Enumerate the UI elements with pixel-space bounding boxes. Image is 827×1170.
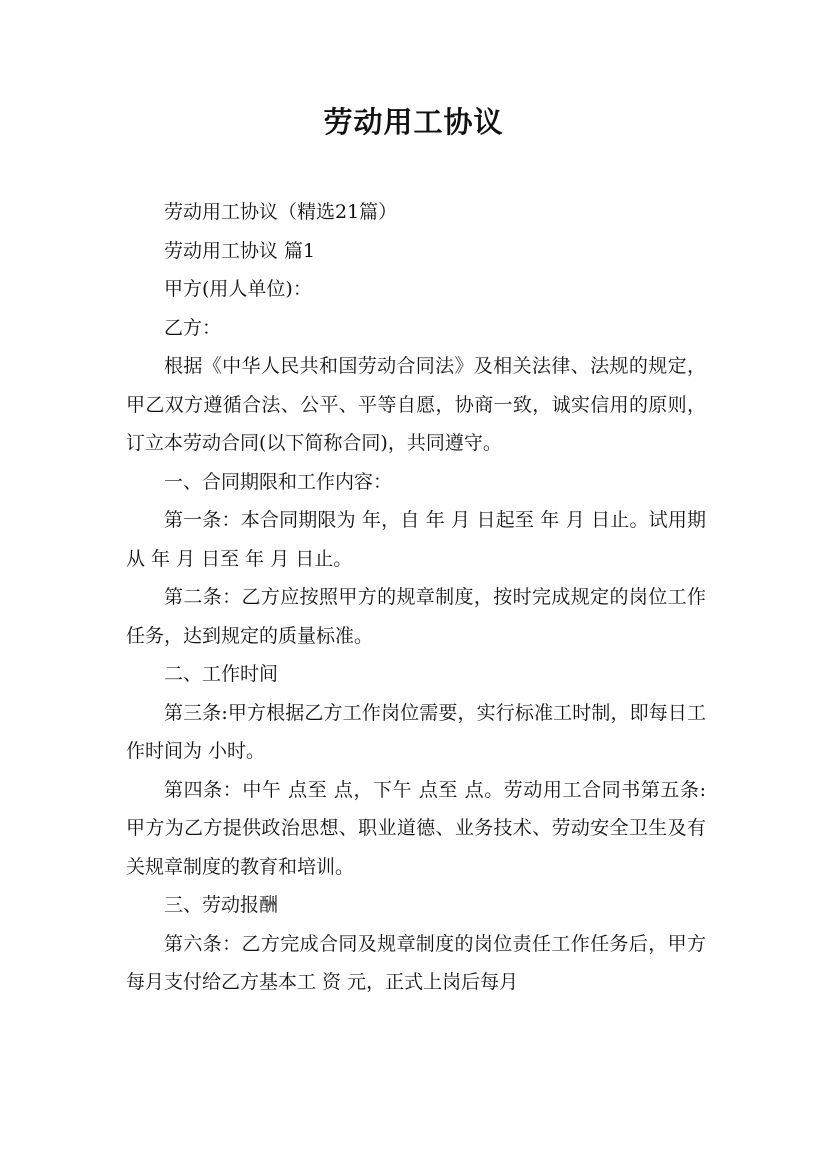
document-title: 劳动用工协议 [323, 105, 504, 139]
paragraph-heading-hours: 二、工作时间 [164, 663, 279, 685]
paragraph-article-2: 第二条：乙方应按照甲方的规章制度，按时完成规定的岗位工作任务，达到规定的质量标准。 [126, 586, 706, 647]
paragraph-article-1: 第一条：本合同期限为 年，自 年 月 日起至 年 月 日止。试用期从 年 月 日至 年 月 日止。 [126, 509, 706, 570]
paragraph-article-6: 第六条：乙方完成合同及规章制度的岗位责任工作任务后，甲方每月支付给乙方基本工 资 元，正式上岗后每月 [126, 932, 706, 993]
paragraph-preamble: 根据《中华人民共和国劳动合同法》及相关法律、法规的规定，甲乙双方遵循合法、公平、平等自愿，协商一致，诚实信用的原则，订立本劳动合同(以下简称合同)，共同遵守。 [126, 355, 706, 454]
paragraph-heading-pay: 三、劳动报酬 [164, 894, 279, 916]
paragraph-party-b: 乙方： [164, 316, 222, 339]
paragraph-section-heading: 劳动用工协议 篇1 [164, 239, 316, 262]
document-body [126, 193, 706, 1002]
paragraph-heading-term: 一、合同期限和工作内容： [164, 470, 393, 493]
paragraph-party-a: 甲方(用人单位)： [164, 278, 312, 300]
paragraph-subtitle: 劳动用工协议（精选21篇） [164, 201, 398, 223]
paragraph-article-4-5: 第四条：中午 点至 点，下午 点至 点。劳动用工合同书第五条:甲方为乙方提供政治思想、职业道德、业务技术、劳动安全卫生及有关规章制度的教育和培训。 [126, 778, 706, 878]
paragraph-article-3: 第三条:甲方根据乙方工作岗位需要，实行标准工时制，即每日工作时间为 小时。 [126, 701, 706, 762]
